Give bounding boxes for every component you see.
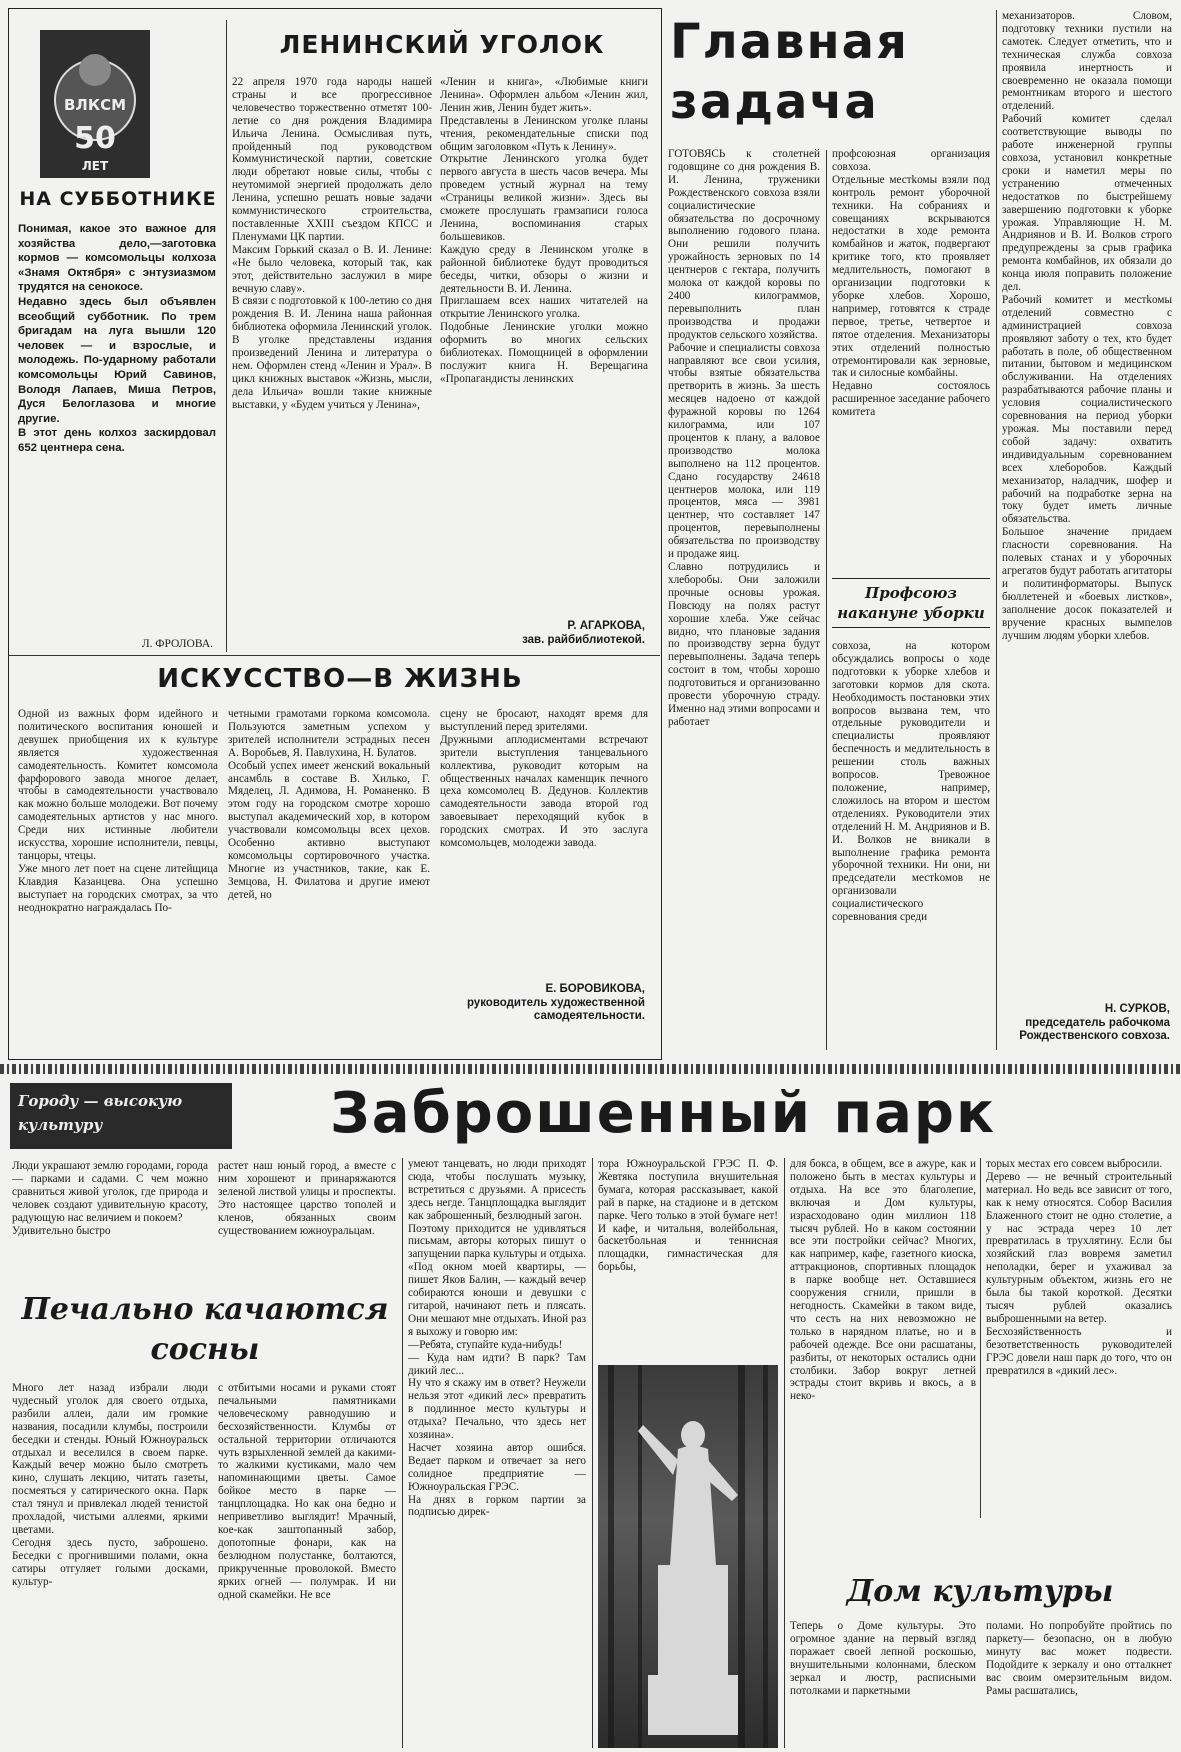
subbotnik-title: НА СУББОТНИКЕ — [19, 188, 217, 210]
lenin-corner-signature-title: зав. райбиблиотекой. — [522, 634, 645, 646]
vlksm-badge-icon — [40, 30, 150, 178]
art-signature: Е. БОРОВИКОВА, — [545, 983, 645, 995]
park-col3: умеют танцевать, но люди приходят сюда, чтобы послушать музыку, встретиться с друзьями. А присесть здесь негде. Танцплощадка выглядит как заброшенный, безлюдный загон. Поэтому приходится не удивляться письмам, авторы которых пишут о запущении парка культуры и отдыха. «Под окном моей квартиры, — пишет Яков Балин, — каждый вечер собираются юноши и девушки с гитарой, начинают петь и плясать. Они мешают мне отдыхать. Иной раз я выхожу и говорю им: —Ребята, ступайте куда-нибудь! — Куда нам идти? В парк? Там дикий лес... Ну что я скажу им в ответ? Неужели нельзя этот «дикий лес» превратить в подлинное место культуры и отдыха? Печально, что здесь нет хозяина». Насчет хозяина автор ошибся. Ведает парком и отвечает за него солидное предприятие — Южноуральская ГРЭС. На днях в горком партии за подписью дирек- — [408, 1158, 586, 1519]
park-col7: Теперь о Доме культуры. Это огромное здание на первый взгляд поражает своей лепной роскошью, внушительными колоннами, блеском зеркал и люстр, расписными потолками и паркетными — [790, 1620, 976, 1697]
park-rubric — [10, 1083, 232, 1149]
main-task-col2: профсоюзная организация совхоза. Отдельные местkомы взяли под контроль ремонт уборочной техники. На собраниях и совещаниях вскрываются недостатки в ходе ремонта комбайнов и жаток, подвергают критике того, кто проявляет медлительность, помогают в организации подготовки к уборке хлебов. Хорошо, например, готовятся к страде первое, третье, четвертое и пятое отделения. Механизаторы этих отделений полностью отремонтировали как зерновые, так и силосные комбайны. Недавно состоялось расширенное заседание рабочего комитета — [832, 148, 990, 419]
park-col4: тора Южноуральской ГРЭС П. Ф. Жевтяка поступила внушительная бумага, которая рассказывает, какой рай в парке, на стадионе и в детском парке. Чего только в этой бумаге нет! И кафе, и читальня, волейбольная, баскетбольная и теннисная площадки, гимнастическая для борьбы, — [598, 1158, 778, 1274]
main-task-subhead: Профсоюз накануне уборки — [832, 578, 990, 628]
park-intro-col1: Люди украшают землю городами, города — парками и садами. С чем можно сравниться живой уголок, где природа и человек создают удивительную красоту, радующую нас величием и покоем? Удивительно быстро — [12, 1160, 208, 1237]
ornament-divider — [0, 1064, 1181, 1074]
park-col6: торых местах его совсем выбросили. Дерево — не вечный строительный материал. Но ведь все зависит от того, как к нему относятся. Собор Василия Блаженного стоит не одно столетие, а у нас эстрада через 10 лет превратилась в трухлятину. Если бы хозяйский глаз вовремя заметил неполадки, берег и ухаживал за культурным объектом, жизнь его не была бы такой короткой. Десятки тысяч рублей оказались выброшенными на ветер. Бесхозяйственность и безответственность руководителей ГРЭС довели наш парк до того, что он превратился в «дикий лес». — [986, 1158, 1172, 1377]
park-col1: Много лет назад избрали люди чудесный уголок для своего отдыха, разбили аллеи, дали им громкие названия, посадили клумбы, построили беседки и стенды. Юный Южноуральск отдыхал и веселился в своем парке. Каждый вечер можно было смотреть кино, слушать лекцию, читать газеты, посмеяться у сатирического окна. Парк стал тянул и привлекал людей тенистой прохладой, чистыми аллеями, яркими цветами. Сегодня здесь пусто, заброшено. Беседки с прогнившими полами, окна сатиры отгуляет голыми досками, культур- — [12, 1382, 208, 1588]
lenin-corner-col2: «Ленин и книга», «Любимые книги Ленина». Оформлен альбом «Ленин жил, Ленин жив, Ленин будет жить». Представлены в Ленинском уголке планы чтения, рекомендательные списки под общим заголовком «Путь к Ленину». Открытие Ленинского уголка будет первого августа в шесть часов вечера. Мы проведем устный журнал на тему «Страницы великой жизни». Здесь вы сможете прослушать грамзаписи голоса Ленина, воспоминания старых большевиков. Каждую среду в Ленинском уголке в районной библиотеке будут проводиться беседы, читки, обзоры о жизни и деятельности В. И. Ленина. Приглашаем всех наших читателей на открытие Ленинского уголка. Подобные Ленинские уголки можно оформить во многих сельских библиотеках. Помощницей в оформлении послужит книга Н. Верещагина «Пропагандисты ленинских — [440, 76, 648, 385]
main-task-signature-title: председатель рабочкома Рождественского совхоза. — [1019, 1017, 1170, 1042]
art-signature-title: руководитель художественной самодеятельности. — [466, 997, 645, 1022]
main-task-col2b: совхоза, на котором обсуждались вопросы о ходе подготовки к уборке хлебов и заготовки кормов для скота. Необходимость постановки этих вопросов вызвана тем, что отдельные руководители и специалисты проявляют беспечность и медлительность в решении столь важных вопросов. Тревожное положение, например, сложилось на втором и шестом отделениях. Руководители этих отделений Н. М. Андриянов и В. И. Волков не вникали в выполнение графика ремонта уборочной техники. Ни они, ни председатели местkомов не организовали социалистического соревнования среди — [832, 640, 990, 924]
park-intro-col2: растет наш юный город, а вместе с ним хорошеют и принаряжаются зеленой листвой улицы и проспекты. Это настоящее царство тополей и кленов, обязанных своим существованием южноуральцам. — [218, 1160, 396, 1237]
art-col2: четными грамотами горкома комсомола. Пользуются заметным успехом у зрителей исполнители эстрадных песен А. Воробьев, Я. Павлухина, Н. Булатов. Особый успех имеет женский вокальный ансамбль в составе В. Хилько, Г. Мяделец, Л. Адимова, Н. Романенко. В этом году на городском смотре хорошо выступал академический хор, в котором участвовали комсомольцы всех цехов. Особенно активно выступают комсомольцы сортировочного участка. Многие из участников, такие, как Е. Земцова, Н. Филатова и другие имеют детей, но — [228, 708, 430, 901]
main-task-col3: механизаторов. Словом, подготовку техники пустили на самотек. Следует отметить, что и техническая служба совхоза проявила инертность и своевременно не оказала помощи ремонтникам второго и шестого отделений. Рабочий комитет сделал соответствующие выводы по работе инженерной группы совхоза, установил конкретные сроки и наметил меры по устранению отмеченных недостатков по быстрейшему завершению подготовки к уборке урожая. Управляющие Н. М. Андриянов и В. И. Волков строго предупреждены за срыв графика ремонта комбайнов, их обязали до конца июля поправить положение дел. Рабочий комитет и местkомы отделений совместно с администрацией совхоза проявляют заботу о тех, кто будет работать в поле, об общественном питании, бытовом и медицинском обслуживании. На отделениях разрабатываются рабочие планы и условия социалистического соревнования на период уборки урожая. Мы поставили перед собой задачу: охватить индивидуальным соревнованием всех хлеборобов. Каждый механизатор, наладчик, шофер и рабочий на подработке зерна на току будет иметь личные обязательства. Большое значение придаем гласности соревнования. На полевых станах и у уборочных агрегатов будут работать агитаторы и политинформаторы. Выпуск бюллетеней и «боевых листков», заполнение досок показателей и вручение красных вымпелов лучшим людям уборки хлебов. — [1002, 10, 1172, 642]
park-sub1: Печально качаются сосны — [21, 1292, 389, 1367]
svg-text:ВЛКСМ: ВЛКСМ — [63, 96, 127, 114]
park-title: Заброшенный парк — [330, 1081, 997, 1146]
art-col3: сцену не бросают, находят время для выступлений перед зрителями. Дружными аплодисментами встречают зрители выступления танцевального коллектива, руководит которым на общественных началах каменщик печного цеха комсомолец В. Дедунов. Коллектив самодеятельности завода второй год завоевывает переходящий кубок в городских смотрах. И это заслуга комсомольцев, молодежи завода. — [440, 708, 648, 850]
park-rubric-text: Городу — высокую культуру — [18, 1092, 183, 1134]
park-col5: для бокса, в общем, все в ажуре, как и положено быть в местах культуры и отдыха. На все это благолепие, включая и Дом культуры, израсходовано один миллион 118 тысяч рублей. Но в каком состоянии все эти постройки сейчас? Многих, как например, кафе, газетного киоска, аттракционов, спортивных площадок в парке вообще нет. Оставшиеся сооружения сгнили, пришли в негодность. Скамейки в таком виде, что сесть на них невозможно не только в нарядном платье, но и в рабочей одежде. Все они расшатаны, разбиты, от некоторых остались одни столбики. Забор вокруг летней эстрады стоит вкривь и вкось, а в неко- — [790, 1158, 976, 1403]
main-task-title: Главная задача — [670, 14, 909, 130]
subbotnik-signature: Л. ФРОЛОВА. — [141, 638, 213, 650]
svg-text:50: 50 — [74, 121, 116, 156]
park-col2: с отбитыми носами и руками стоят печальными памятниками человеческому равнодушию и бесхозяйственности. Клумбы от остальной территории отличаются чуть взрыхленной землей да какими-то жалкими кустиками, мало чем напоминающими цветы. Самое бойкое место в парке — танцплощадка. Но как она бедно и неприветливо выглядит! Мрачный, кое-как заштопанный забор, допотопные фонари, как на безлюдном полустанке, болтаются, прикрученные проволокой. Вместо ярких огней — полумрак. И ни одной скамейки. Не все — [218, 1382, 396, 1601]
main-task-signature: Н. СУРКОВ, — [1104, 1003, 1170, 1015]
park-statue-photo — [598, 1365, 778, 1748]
subbotnik-text: Понимая, какое это важное для хозяйства дело,—заготовка кормов — комсомольцы колхоза «Знамя Октября» с энтузиазмом трудятся на сенокосе. Недавно здесь был объявлен всеобщий субботник. По трем бригадам на луга вышли 120 человек — и взрослые, и молодежь. По-ударному работали комсомольцы Юрий Савинов, Володя Лапаев, Миша Петров, Дуся Белоглазова и многие другие. В этот день колхоз заскирдовал 652 центнера сена. — [18, 223, 216, 454]
park-sub2: Дом культуры — [846, 1574, 1114, 1609]
art-title: ИСКУССТВО—В ЖИЗНЬ — [157, 664, 523, 694]
svg-text:ЛЕТ: ЛЕТ — [81, 159, 109, 173]
lenin-corner-title: ЛЕНИНСКИЙ УГОЛОК — [279, 30, 605, 59]
lenin-corner-signature: Р. АГАРКОВА, — [567, 620, 645, 632]
art-col1: Одной из важных форм идейного и политического воспитания юношей и девушек приобщения их к культуре является художественная самодеятельность. Комитет комсомола фарфорового завода многое делает, чтобы в самодеятельности участвовало как можно больше молодежи. Вот почему самодеятельных артистов у нас много. Среди них истинные любители искусства, хорошие исполнители, певцы, танцоры, чтецы. Уже много лет поет на сцене литейщица Клавдия Казанцева. Она успешно выступает на городских смотрах, за что неоднократно награждалась По- — [18, 708, 218, 914]
park-col8: полами. Но попробуйте пройтись по паркету— безопасно, он в любую минуту вас может подвести. Подойдите к зеркалу и оно отталкнет вас своим омерзительным видом. Рамы расшатались, — [986, 1620, 1172, 1697]
main-task-col1: ГОТОВЯСЬ к столетней годовщине со дня рождения В. И. Ленина, труженики Рождественского совхоза взяли социалистические обязательства по досрочному выполнению годового плана. Они решили получить урожайность зерновых по 14 центнеров с гектара, получить молока от каждой коровы по 2400 килограммов, перевыполнить план производства и продажи продуктов сельского хозяйства. Рабочие и специалисты совхоза направляют все свои усилия, чтобы взятые обязательства претворить в жизнь. За шесть месяцев надоено от каждой фуражной коровы по 1264 килограмма, или 107 процентов к плану, а валовое производство молока выполнено на 112 процентов. Сдано государству 24618 центнеров молока, или 119 процентов, мяса — 3981 центнер, что составляет 147 процентов, перевыполнены обязательства по производству и продаже яиц. Славно потрудились и хлеборобы. Они заложили прочные основы урожая. Повсюду на полях растут хорошие хлеба. Уже сейчас видно, что плановые задания по производству зерна будут перевыполнены. Задача теперь состоит в том, чтобы хорошо подготовиться и организованно провести уборочную страду. Именно над этими вопросами и работает — [668, 148, 820, 728]
lenin-corner-col1: 22 апреля 1970 года народы нашей страны и все прогрессивное человечество торжественно отметят 100-летие со дня рождения Владимира Ильича Ленина. Осмысливая путь, пройденный под руководством Коммунистической партии, советские люди обретают новые силы, чтобы с неутомимой энергией продолжать дело Ленина, успешно решать новые задачи коммунистического строительства, поставленные XXIII съездом КПСС и Пленумами ЦК партии. Максим Горький сказал о В. И. Ленине: «Не было человека, который так, как этот, действительно заслужил в мире вечную славу». В связи с подготовкой к 100-летию со дня рождения В. И. Ленина наша районная библиотека оформила Ленинский уголок. В уголке представлены издания произведений Ленина и литература о нем. Оформлен стенд «Ленин и Урал». В цикл книжных выставок «Жизнь, мысли, дела Ильича» вошли такие книжные выставки, у «Будем учиться у Ленина», — [232, 76, 432, 411]
